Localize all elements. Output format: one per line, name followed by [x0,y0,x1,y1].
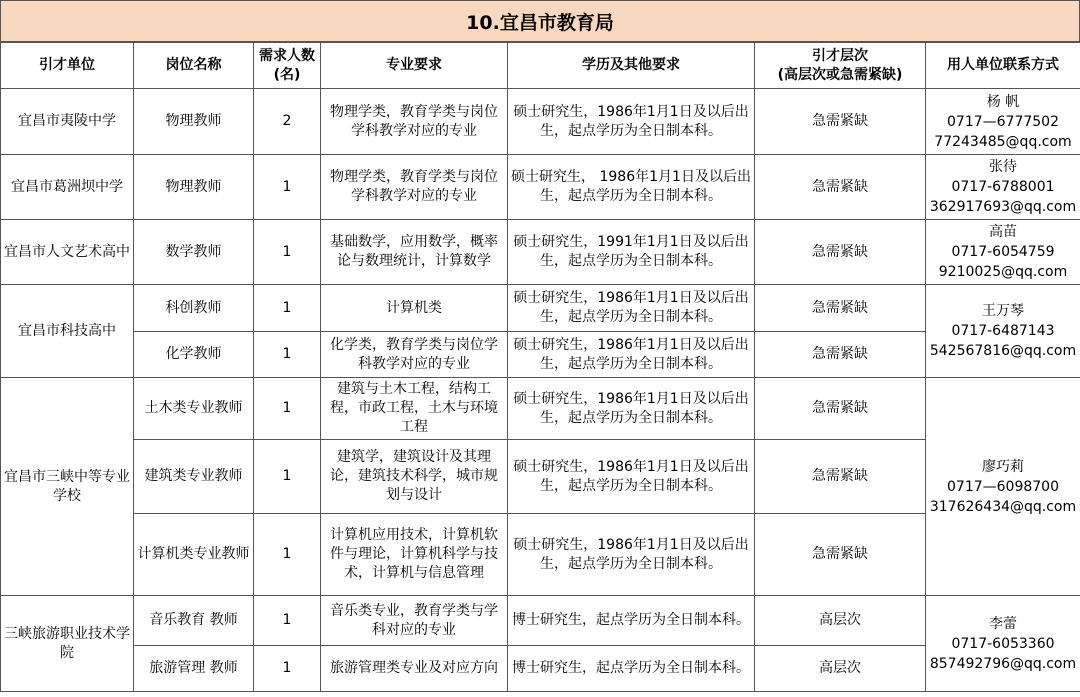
contact-person: 王万琴 [982,303,1024,319]
major-requirement: 化学类，教育学类与岗位学科教学对应的专业 [321,332,508,378]
position-count: 1 [254,155,321,220]
major-requirement: 基础数学，应用数学，概率论与数理统计，计算数学 [321,220,508,285]
contact-email: 317626434@qq.com [929,498,1077,515]
position-name: 物理教师 [134,155,254,220]
header-unit: 引才单位 [1,43,134,89]
unit-name: 宜昌市三峡中等专业学校 [1,378,134,596]
contact-person: 高苗 [989,224,1017,240]
header-count: 需求人数 (名) [254,43,321,89]
table-row [1,378,1080,440]
position-count: 1 [254,332,321,378]
contact-person: 张待 [989,159,1017,175]
position-count: 1 [254,514,321,596]
unit-name: 宜昌市葛洲坝中学 [1,155,134,220]
major-requirement: 建筑与土木工程，结构工程，市政工程，土木与环境工程 [321,378,508,440]
position-count: 1 [254,440,321,514]
unit-name: 宜昌市夷陵中学 [1,89,134,155]
position-name: 科创教师 [134,285,254,332]
position-count: 2 [254,89,321,155]
contact-email: 9210025@qq.com [938,264,1068,280]
position-count: 1 [254,285,321,332]
talent-level: 急需紧缺 [755,378,926,440]
contact-phone: 0717-6053360 [951,635,1055,652]
education-requirement: 硕士研究生，1986年1月1日及以后出生，起点学历为全日制本科。 [508,440,755,514]
header-major: 专业要求 [321,43,508,89]
position-name: 化学教师 [134,332,254,378]
talent-level: 高层次 [755,596,926,646]
position-count: 1 [254,646,321,692]
position-name: 数学教师 [134,220,254,285]
position-name: 物理教师 [134,89,254,155]
contact-phone: 0717-6487143 [951,323,1055,339]
contact-email: 542567816@qq.com [929,343,1077,359]
unit-name: 宜昌市人文艺术高中 [1,220,134,285]
talent-level: 急需紧缺 [755,220,926,285]
talent-level: 急需紧缺 [755,285,926,332]
unit-contact [926,285,1080,378]
unit-name: 宜昌市科技高中 [1,285,134,378]
position-count: 1 [254,378,321,440]
contact-person: 杨 帆 [986,93,1020,110]
table-row [1,646,1080,692]
major-requirement: 计算机类 [321,285,508,332]
major-requirement: 物理学类，教育学类与岗位学科教学对应的专业 [321,89,508,155]
education-requirement: 硕士研究生，1986年1月1日及以后出生，起点学历为全日制本科。 [508,332,755,378]
table-row [1,332,1080,378]
major-requirement: 音乐类专业，教育学类与学科对应的专业 [321,596,508,646]
contact-person: 廖巧莉 [982,458,1024,475]
contact-phone: 0717-6054759 [951,244,1055,260]
talent-level: 急需紧缺 [755,514,926,596]
education-requirement: 硕士研究生，1986年1月1日及以后出生，起点学历为全日制本科。 [508,285,755,332]
major-requirement: 建筑学，建筑设计及其理论，建筑技术科学，城市规划与设计 [321,440,508,514]
header-education: 学历及其他要求 [508,43,755,89]
talent-level: 急需紧缺 [755,332,926,378]
unit-name: 三峡旅游职业技术学院 [1,596,134,692]
contact-person: 李蕾 [989,615,1017,632]
major-requirement: 旅游管理类专业及对应方向 [321,646,508,692]
header-contact: 用人单位联系方式 [926,43,1080,89]
education-requirement: 博士研究生，起点学历为全日制本科。 [508,646,755,692]
education-requirement: 硕士研究生，1991年1月1日及以后出生，起点学历为全日制本科。 [508,220,755,285]
education-requirement: 硕士研究生， 1986年1月1日及以后出生，起点学历为全日制本科。 [508,155,755,220]
education-requirement: 博士研究生，起点学历为全日制本科。 [508,596,755,646]
unit-contact [926,378,1080,596]
table-row [1,155,1080,220]
education-requirement: 硕士研究生，1986年1月1日及以后出生，起点学历为全日制本科。 [508,378,755,440]
contact-email: 77243485@qq.com [934,133,1072,150]
recruitment-table [0,42,1080,692]
table-row [1,285,1080,332]
table-row [1,220,1080,285]
position-name: 音乐教育 教师 [134,596,254,646]
talent-level: 急需紧缺 [755,155,926,220]
header-row [1,43,1080,89]
header-position: 岗位名称 [134,43,254,89]
contact-email: 857492796@qq.com [929,655,1077,672]
position-name: 计算机类专业教师 [134,514,254,596]
unit-contact [926,220,1080,285]
unit-contact [926,89,1080,155]
unit-contact [926,155,1080,220]
contact-phone: 0717—6777502 [947,113,1059,130]
table-row [1,440,1080,514]
position-count: 1 [254,220,321,285]
major-requirement: 物理学类，教育学类与岗位学科教学对应的专业 [321,155,508,220]
contact-phone: 0717—6098700 [947,478,1059,495]
contact-phone: 0717-6788001 [951,179,1055,195]
education-requirement: 硕士研究生，1986年1月1日及以后出生，起点学历为全日制本科。 [508,89,755,155]
position-name: 旅游管理 教师 [134,646,254,692]
position-name: 土木类专业教师 [134,378,254,440]
education-requirement: 硕士研究生，1986年1月1日及以后出生，起点学历为全日制本科。 [508,514,755,596]
table-title: 10.宜昌市教育局 [0,0,1080,42]
contact-email: 362917693@qq.com [929,199,1077,215]
table-row [1,514,1080,596]
header-level: 引才层次 (高层次或急需紧缺) [755,43,926,89]
major-requirement: 计算机应用技术，计算机软件与理论，计算机科学与技术，计算机与信息管理 [321,514,508,596]
table-row [1,89,1080,155]
unit-contact [926,596,1080,692]
talent-level: 高层次 [755,646,926,692]
position-name: 建筑类专业教师 [134,440,254,514]
talent-level: 急需紧缺 [755,440,926,514]
table-row [1,596,1080,646]
talent-level: 急需紧缺 [755,89,926,155]
position-count: 1 [254,596,321,646]
